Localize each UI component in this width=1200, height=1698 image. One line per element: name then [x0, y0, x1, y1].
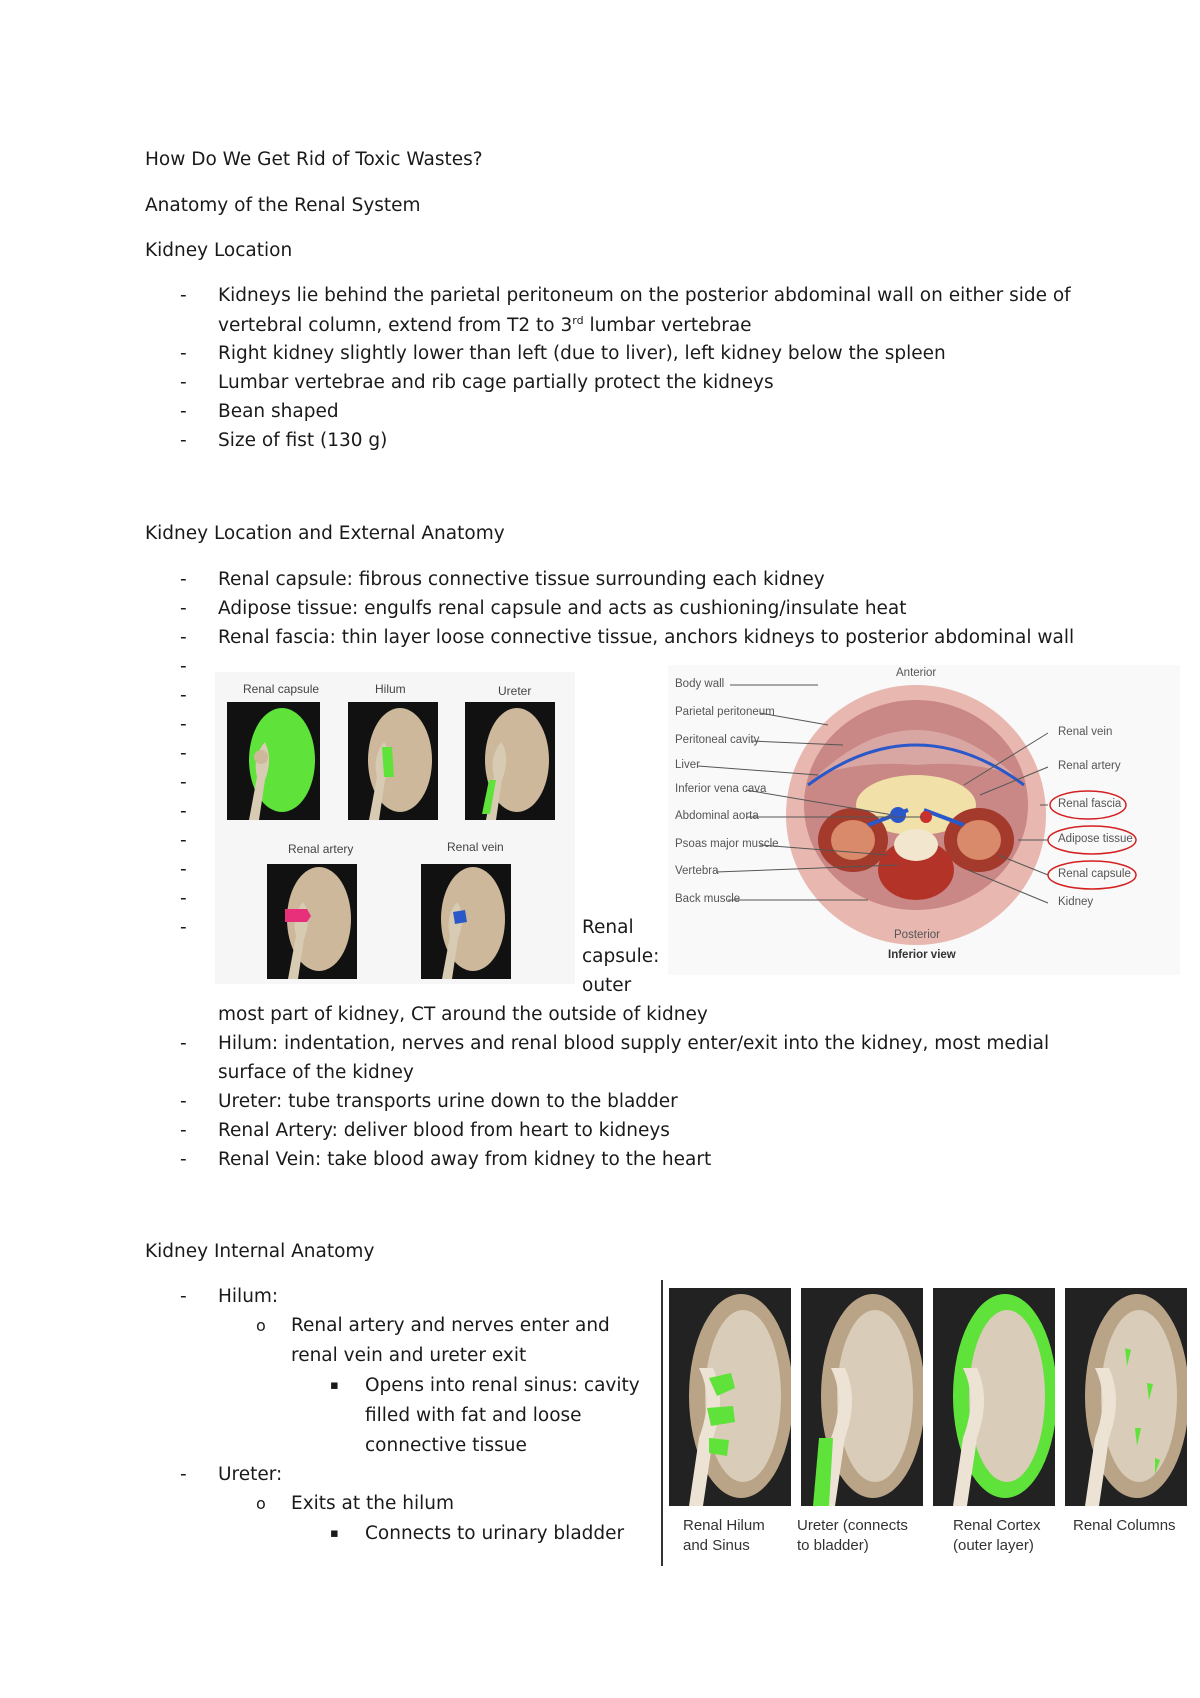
external-bullet-artery: Renal Artery: deliver blood from heart to kidneys — [218, 1120, 670, 1141]
bullet-square: ▪ — [330, 1378, 339, 1393]
bullet-dash: - — [180, 1464, 187, 1485]
empty-bullet-dash: - — [180, 772, 187, 793]
bullet-dash: - — [180, 1149, 187, 1170]
caption-ureter: Ureter (connects to bladder) — [797, 1517, 908, 1554]
label-renal-artery: Renal artery — [288, 842, 354, 856]
cross-section-figure — [668, 665, 1180, 975]
internal-sinus-cont-2: connective tissue — [365, 1435, 527, 1456]
label-psoas-major: Psoas major muscle — [675, 838, 779, 850]
empty-bullet-dash: - — [180, 801, 187, 822]
label-renal-artery: Renal artery — [1058, 760, 1121, 772]
location-bullet-1: Kidneys lie behind the parietal peritoneum on the posterior abdominal wall on either side of — [218, 285, 1071, 306]
label-adipose-tissue: Adipose tissue — [1058, 833, 1133, 845]
section-heading-location: Kidney Location — [145, 240, 293, 261]
internal-hilum-sub: Renal artery and nerves enter and — [291, 1315, 610, 1336]
external-bullet-capsule: Renal capsule: fibrous connective tissue surrounding each kidney — [218, 569, 825, 590]
section-heading-anatomy: Anatomy of the Renal System — [145, 195, 421, 216]
external-bullet-vein: Renal Vein: take blood away from kidney to the heart — [218, 1149, 712, 1170]
bullet-dash: - — [180, 1091, 187, 1112]
bullet-dash: - — [180, 569, 187, 590]
external-bullet-ureter: Ureter: tube transports urine down to the bladder — [218, 1091, 678, 1112]
internal-cortex-image — [933, 1288, 1055, 1506]
bullet-dash: - — [180, 401, 187, 422]
location-bullet-1-cont: vertebral column, extend from T2 to 3rd lumbar vertebrae — [218, 314, 752, 337]
empty-bullet-dash: - — [180, 888, 187, 909]
label-vertebra: Vertebra — [675, 865, 719, 877]
bullet-dash: - — [180, 343, 187, 364]
capsule-wrap-rest: most part of kidney, CT around the outside of kidney — [218, 1004, 708, 1025]
label-renal-fascia: Renal fascia — [1058, 798, 1122, 810]
location-bullet-2: Right kidney slightly lower than left (due to liver), left kidney below the spleen — [218, 343, 946, 364]
bullet-circle: o — [256, 1494, 266, 1513]
bullet-dash: - — [180, 598, 187, 619]
location-bullet-5: Size of fist (130 g) — [218, 430, 388, 451]
internal-anatomy-figure — [661, 1280, 1193, 1566]
external-bullet-hilum-cont: surface of the kidney — [218, 1062, 414, 1083]
label-inferior-vena-cava: Inferior vena cava — [675, 783, 767, 795]
kidney-artery-image — [267, 864, 357, 979]
label-hilum: Hilum — [375, 682, 406, 696]
external-bullet-fascia: Renal fascia: thin layer loose connective tissue, anchors kidneys to posterior abdominal wall — [218, 627, 1075, 648]
empty-bullet-dash: - — [180, 743, 187, 764]
bullet-dash: - — [180, 917, 187, 938]
label-renal-capsule: Renal capsule — [243, 682, 320, 696]
bullet-dash: - — [180, 1033, 187, 1054]
internal-ureter-sub: Exits at the hilum — [291, 1493, 455, 1514]
internal-hilum-image — [669, 1288, 791, 1506]
caption-renal-cortex: Renal Cortex (outer layer) — [953, 1517, 1041, 1554]
label-abdominal-aorta: Abdominal aorta — [675, 810, 759, 822]
label-renal-vein: Renal vein — [447, 840, 504, 854]
kidney-capsule-image — [227, 702, 320, 820]
label-inferior-view: Inferior view — [888, 949, 956, 961]
location-bullet-3: Lumbar vertebrae and rib cage partially protect the kidneys — [218, 372, 774, 393]
location-bullet-4: Bean shaped — [218, 401, 339, 422]
internal-hilum: Hilum: — [218, 1286, 279, 1307]
kidney-hilum-image — [348, 702, 438, 820]
external-bullet-adipose: Adipose tissue: engulfs renal capsule and acts as cushioning/insulate heat — [218, 598, 907, 619]
empty-bullet-dash: - — [180, 714, 187, 735]
empty-bullet-dash: - — [180, 656, 187, 677]
internal-columns-image — [1065, 1288, 1187, 1506]
capsule-wrap-word-3: outer — [582, 975, 632, 996]
label-posterior: Posterior — [894, 929, 941, 941]
label-anterior: Anterior — [896, 667, 937, 679]
section-heading-internal: Kidney Internal Anatomy — [145, 1241, 375, 1262]
bullet-dash: - — [180, 285, 187, 306]
external-bullet-hilum: Hilum: indentation, nerves and renal blood supply enter/exit into the kidney, most medial — [218, 1033, 1050, 1054]
kidney-external-figure — [215, 672, 575, 984]
capsule-wrap-word-1: Renal — [582, 917, 634, 938]
section-heading-external: Kidney Location and External Anatomy — [145, 523, 505, 544]
label-peritoneal-cavity: Peritoneal cavity — [675, 734, 760, 746]
internal-ureter-image — [801, 1288, 923, 1506]
internal-hilum-sub-cont: renal vein and ureter exit — [291, 1345, 527, 1366]
bullet-circle: o — [256, 1316, 266, 1335]
bullet-dash: - — [180, 372, 187, 393]
caption-renal-hilum: Renal Hilum and Sinus — [683, 1517, 765, 1554]
label-liver: Liver — [675, 759, 700, 771]
kidney-vein-image — [421, 864, 511, 979]
label-ureter: Ureter — [498, 684, 532, 698]
internal-ureter-subsub: Connects to urinary bladder — [365, 1523, 625, 1544]
caption-renal-columns: Renal Columns — [1073, 1517, 1176, 1534]
empty-bullet-dash: - — [180, 685, 187, 706]
empty-bullet-dash: - — [180, 830, 187, 851]
label-renal-vein: Renal vein — [1058, 726, 1113, 738]
bullet-square: ▪ — [330, 1526, 339, 1541]
label-body-wall: Body wall — [675, 678, 725, 690]
kidney-ureter-image — [465, 702, 555, 820]
internal-ureter: Ureter: — [218, 1464, 283, 1485]
empty-bullet-dash: - — [180, 859, 187, 880]
label-kidney: Kidney — [1058, 896, 1094, 908]
bullet-dash: - — [180, 430, 187, 451]
internal-sinus-cont-1: filled with fat and loose — [365, 1405, 582, 1426]
label-back-muscle: Back muscle — [675, 893, 741, 905]
page-title: How Do We Get Rid of Toxic Wastes? — [145, 149, 483, 170]
bullet-dash: - — [180, 1120, 187, 1141]
label-parietal-peritoneum: Parietal peritoneum — [675, 706, 775, 718]
internal-sinus: Opens into renal sinus: cavity — [365, 1375, 640, 1396]
bullet-dash: - — [180, 1286, 187, 1307]
label-renal-capsule: Renal capsule — [1058, 868, 1131, 880]
capsule-wrap-word-2: capsule: — [582, 946, 660, 967]
bullet-dash: - — [180, 627, 187, 648]
